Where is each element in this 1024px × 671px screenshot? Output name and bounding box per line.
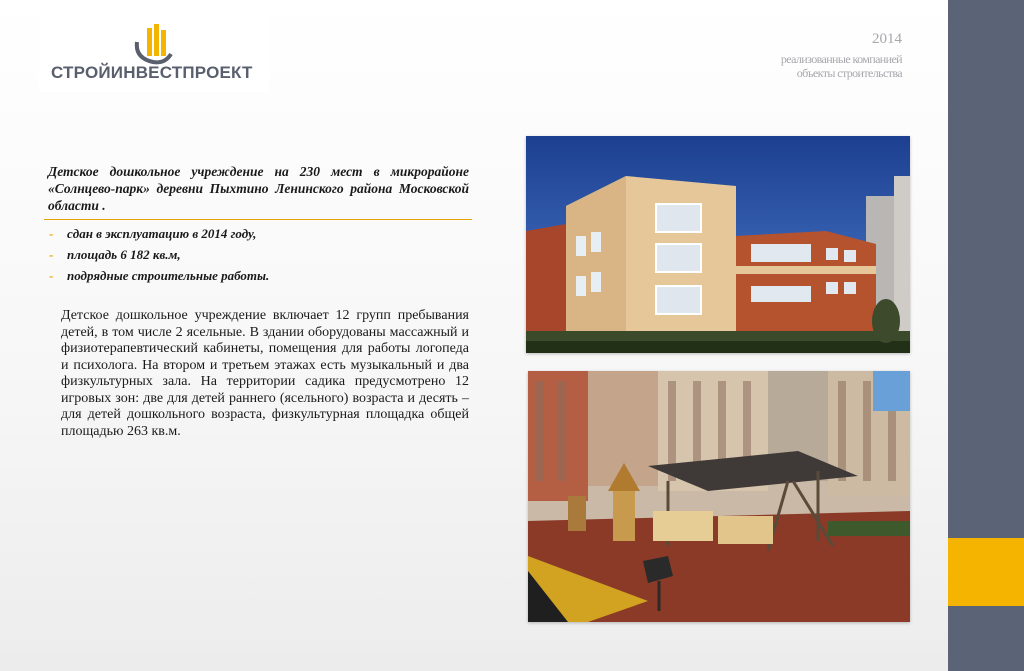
caption-line: объекты строительства xyxy=(796,66,902,80)
playground-photo xyxy=(528,371,910,622)
building-photo xyxy=(526,136,910,353)
list-item-text: подрядные строительные работы. xyxy=(67,268,270,283)
bullet-marker: - xyxy=(49,226,54,241)
project-description: Детское дошкольное учреждение включает 12 групп пребывания детей, в том числе 2 ясельные. В здании оборудованы массажный и физиотерапевтический кабинеты, помещения для работы логопеда и психолога. На втором и третьем этажах есть музыкальный и два физкультурных зала. На территории садика предусмотрено 12 игровых зон: две для детей раннего (ясельного) возраста и десять – для детей дошкольного возраста, физкультурная площадка общей площадью 263 кв.м. xyxy=(61,308,469,439)
heading-divider xyxy=(44,219,472,220)
right-accent-block xyxy=(948,538,1024,606)
list-item xyxy=(49,246,469,267)
list-item xyxy=(49,225,469,246)
company-logo xyxy=(39,11,269,92)
year-label: 2014 xyxy=(872,31,902,47)
logo-building-icon xyxy=(133,24,173,68)
list-item-text: сдан в эксплуатацию в 2014 году, xyxy=(67,226,257,241)
list-item xyxy=(49,267,469,288)
bullet-marker: - xyxy=(49,268,54,283)
logo-text: СТРОЙИНВЕСТПРОЕКТ xyxy=(51,63,253,82)
header-caption xyxy=(682,52,902,80)
caption-line: реализованные компанией xyxy=(780,52,902,66)
project-facts-list xyxy=(49,225,469,288)
project-heading: Детское дошкольное учреждение на 230 мест в микрорайоне «Солнцево-парк» деревни Пыхтино Ленинского района Московской области . xyxy=(48,164,469,213)
list-item-text: площадь 6 182 кв.м, xyxy=(67,247,181,262)
bullet-marker: - xyxy=(49,247,54,262)
